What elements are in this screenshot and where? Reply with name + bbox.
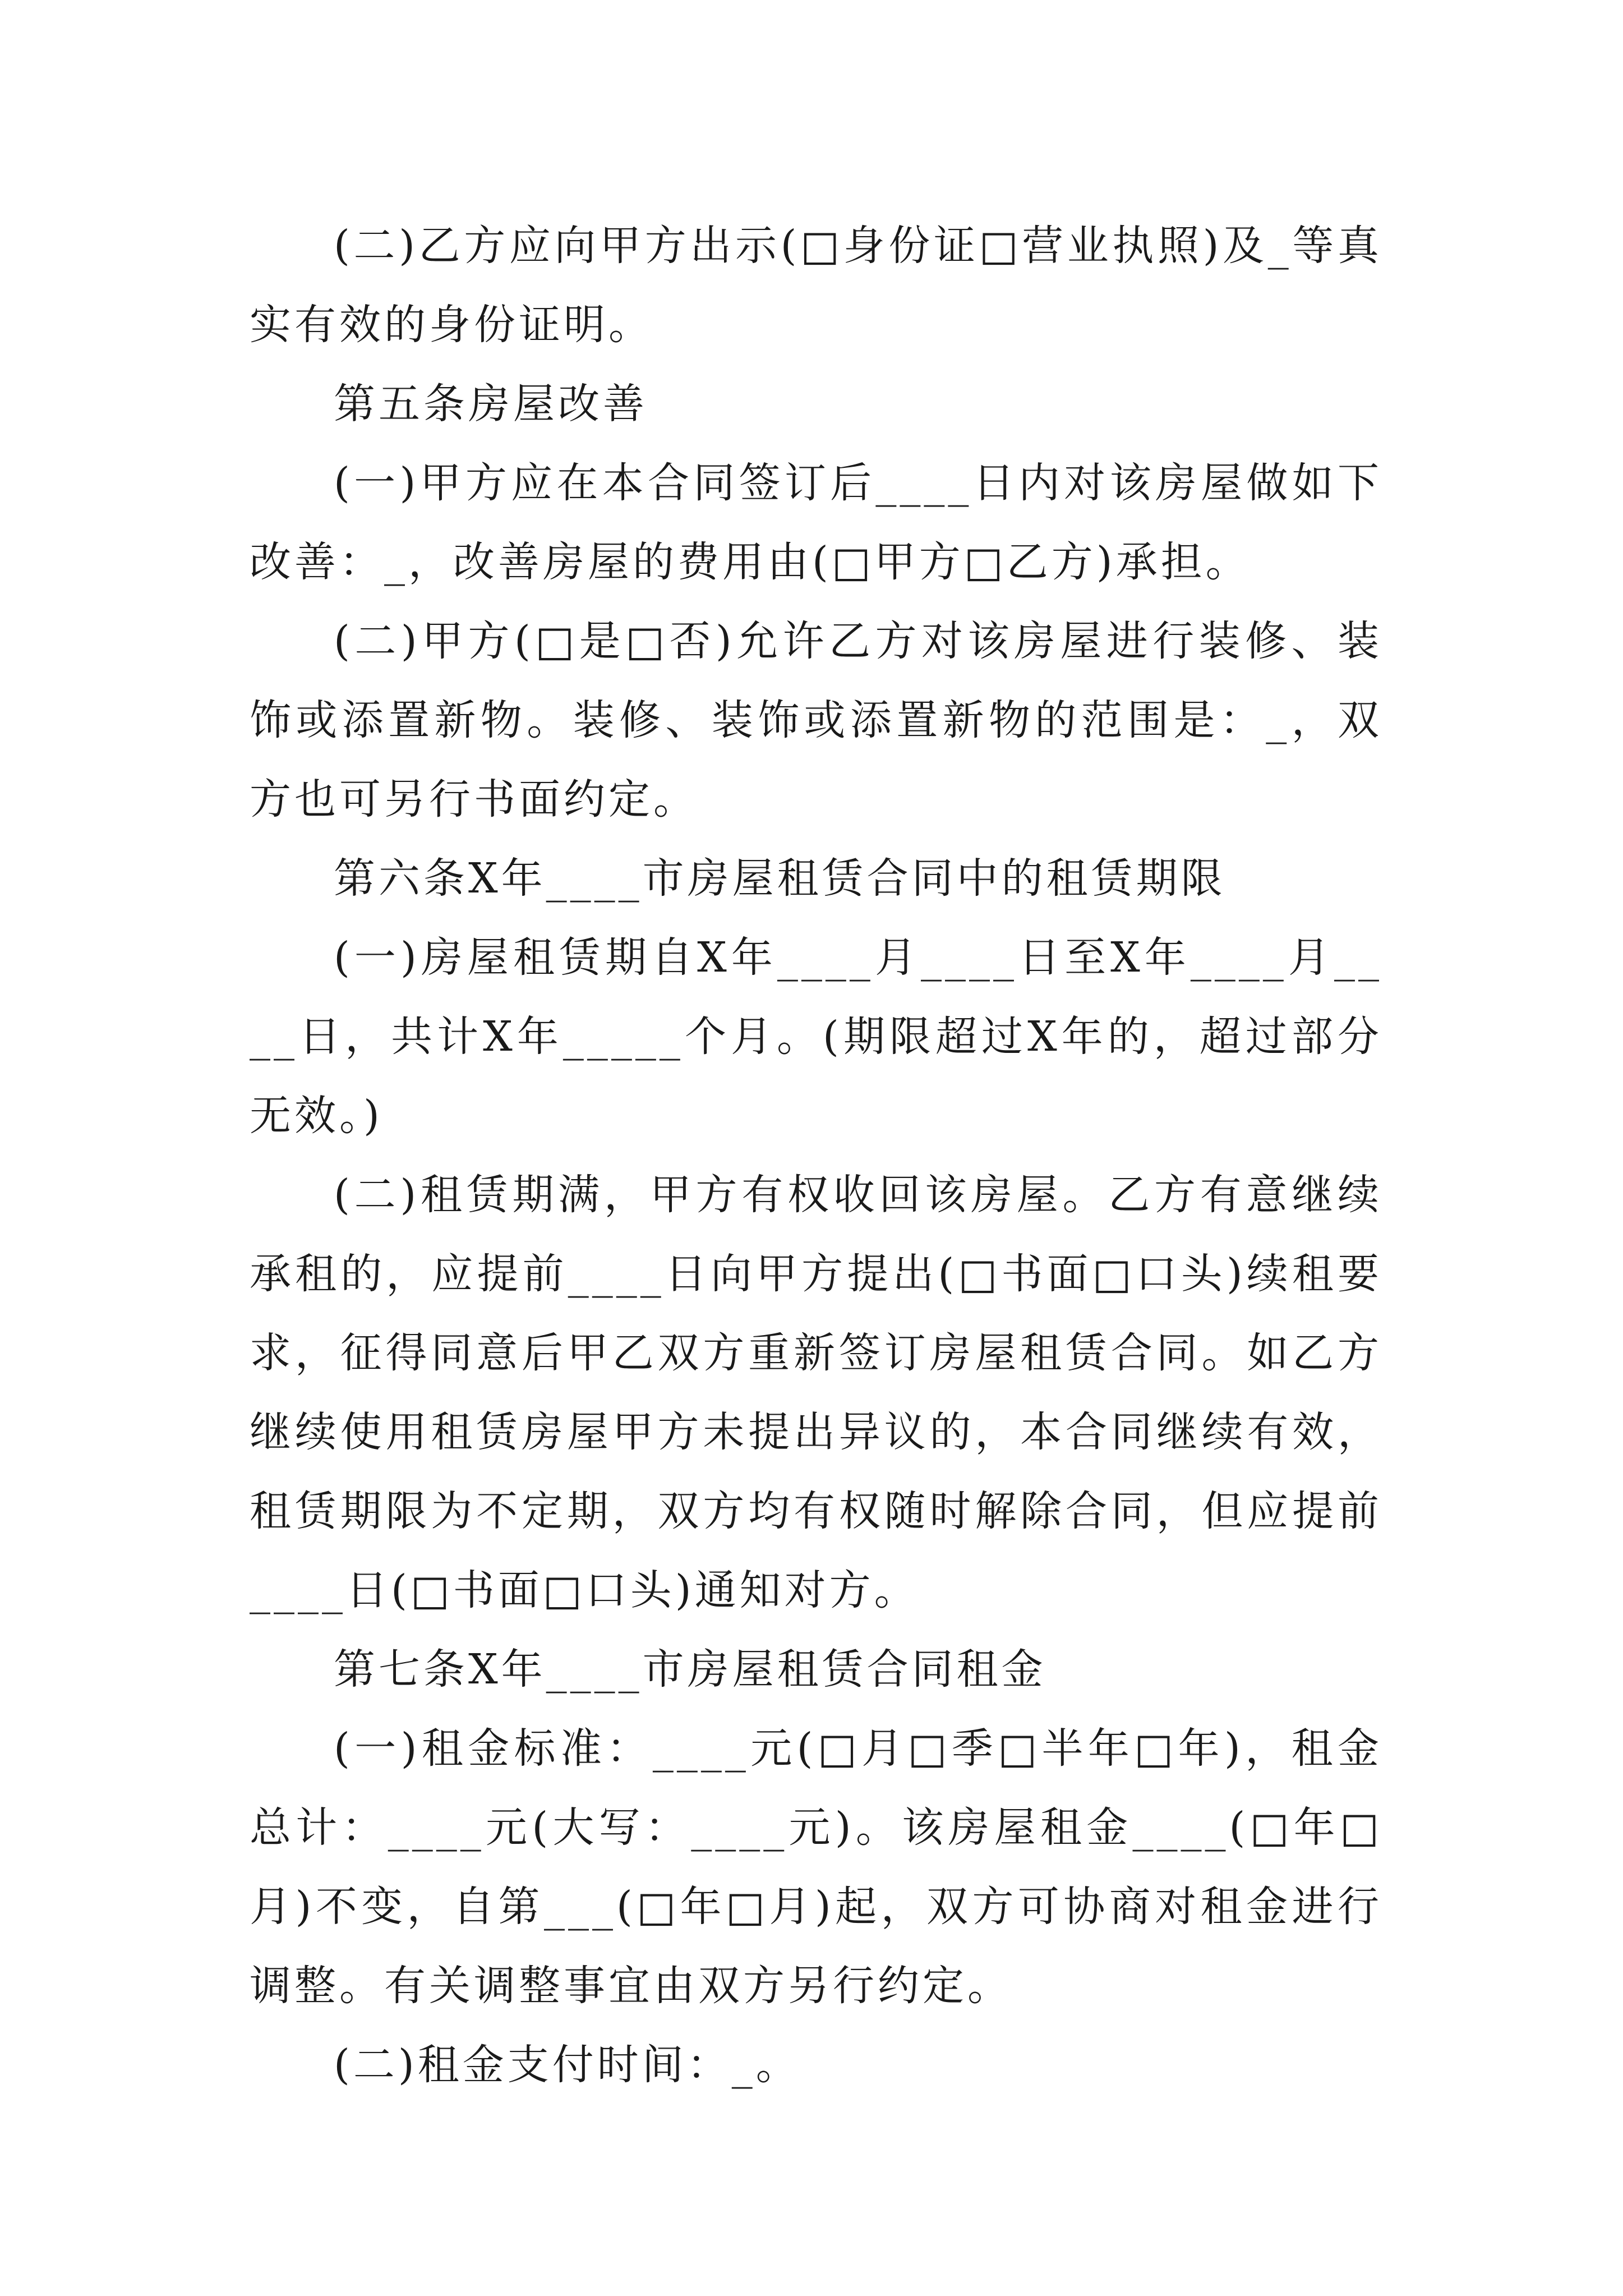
- paragraph-term-1: (一)房屋租赁期自X年____月____日至X年____月____日，共计X年_____个月。(期限超过X年的，超过部分无效。): [250, 933, 1382, 1140]
- paragraph-rent-2: (二)租金支付时间：_。: [334, 2041, 801, 2089]
- paragraph-term-2: (二)租赁期满，甲方有权收回该房屋。乙方有意继续承租的，应提前____日向甲方提出(□书面□口头)续租要求，征得同意后甲乙双方重新签订房屋租赁合同。如乙方继续使用租赁房屋甲方未提出异议的，本合同继续有效，租赁期限为不定期，双方均有权随时解除合同，但应提前____日(□书面□口头)通知对方。: [250, 1171, 1382, 1614]
- paragraph-improvement-1: (一)甲方应在本合同签订后____日内对该房屋做如下改善：_，改善房屋的费用由(□甲方□乙方)承担。: [250, 459, 1382, 586]
- paragraph-rent-1: (一)租金标准：____元(□月□季□半年□年)，租金总计：____元(大写：____元)。该房屋租金____(□年□月)不变，自第___(□年□月)起，双方可协商对租金进行调整。有关调整事宜由双方另行约定。: [250, 1724, 1382, 2010]
- document-body: [250, 206, 1382, 2105]
- paragraph-id-requirement: (二)乙方应向甲方出示(□身份证□营业执照)及_等真实有效的身份证明。: [250, 222, 1382, 349]
- heading-article-6: 第六条X年____市房屋租赁合同中的租赁期限: [334, 854, 1226, 903]
- heading-article-5: 第五条房屋改善: [334, 380, 648, 428]
- paragraph-improvement-2: (二)甲方(□是□否)允许乙方对该房屋进行装修、装饰或添置新物。装修、装饰或添置新物的范围是：_，双方也可另行书面约定。: [250, 617, 1382, 823]
- heading-article-7: 第七条X年____市房屋租赁合同租金: [334, 1645, 1046, 1694]
